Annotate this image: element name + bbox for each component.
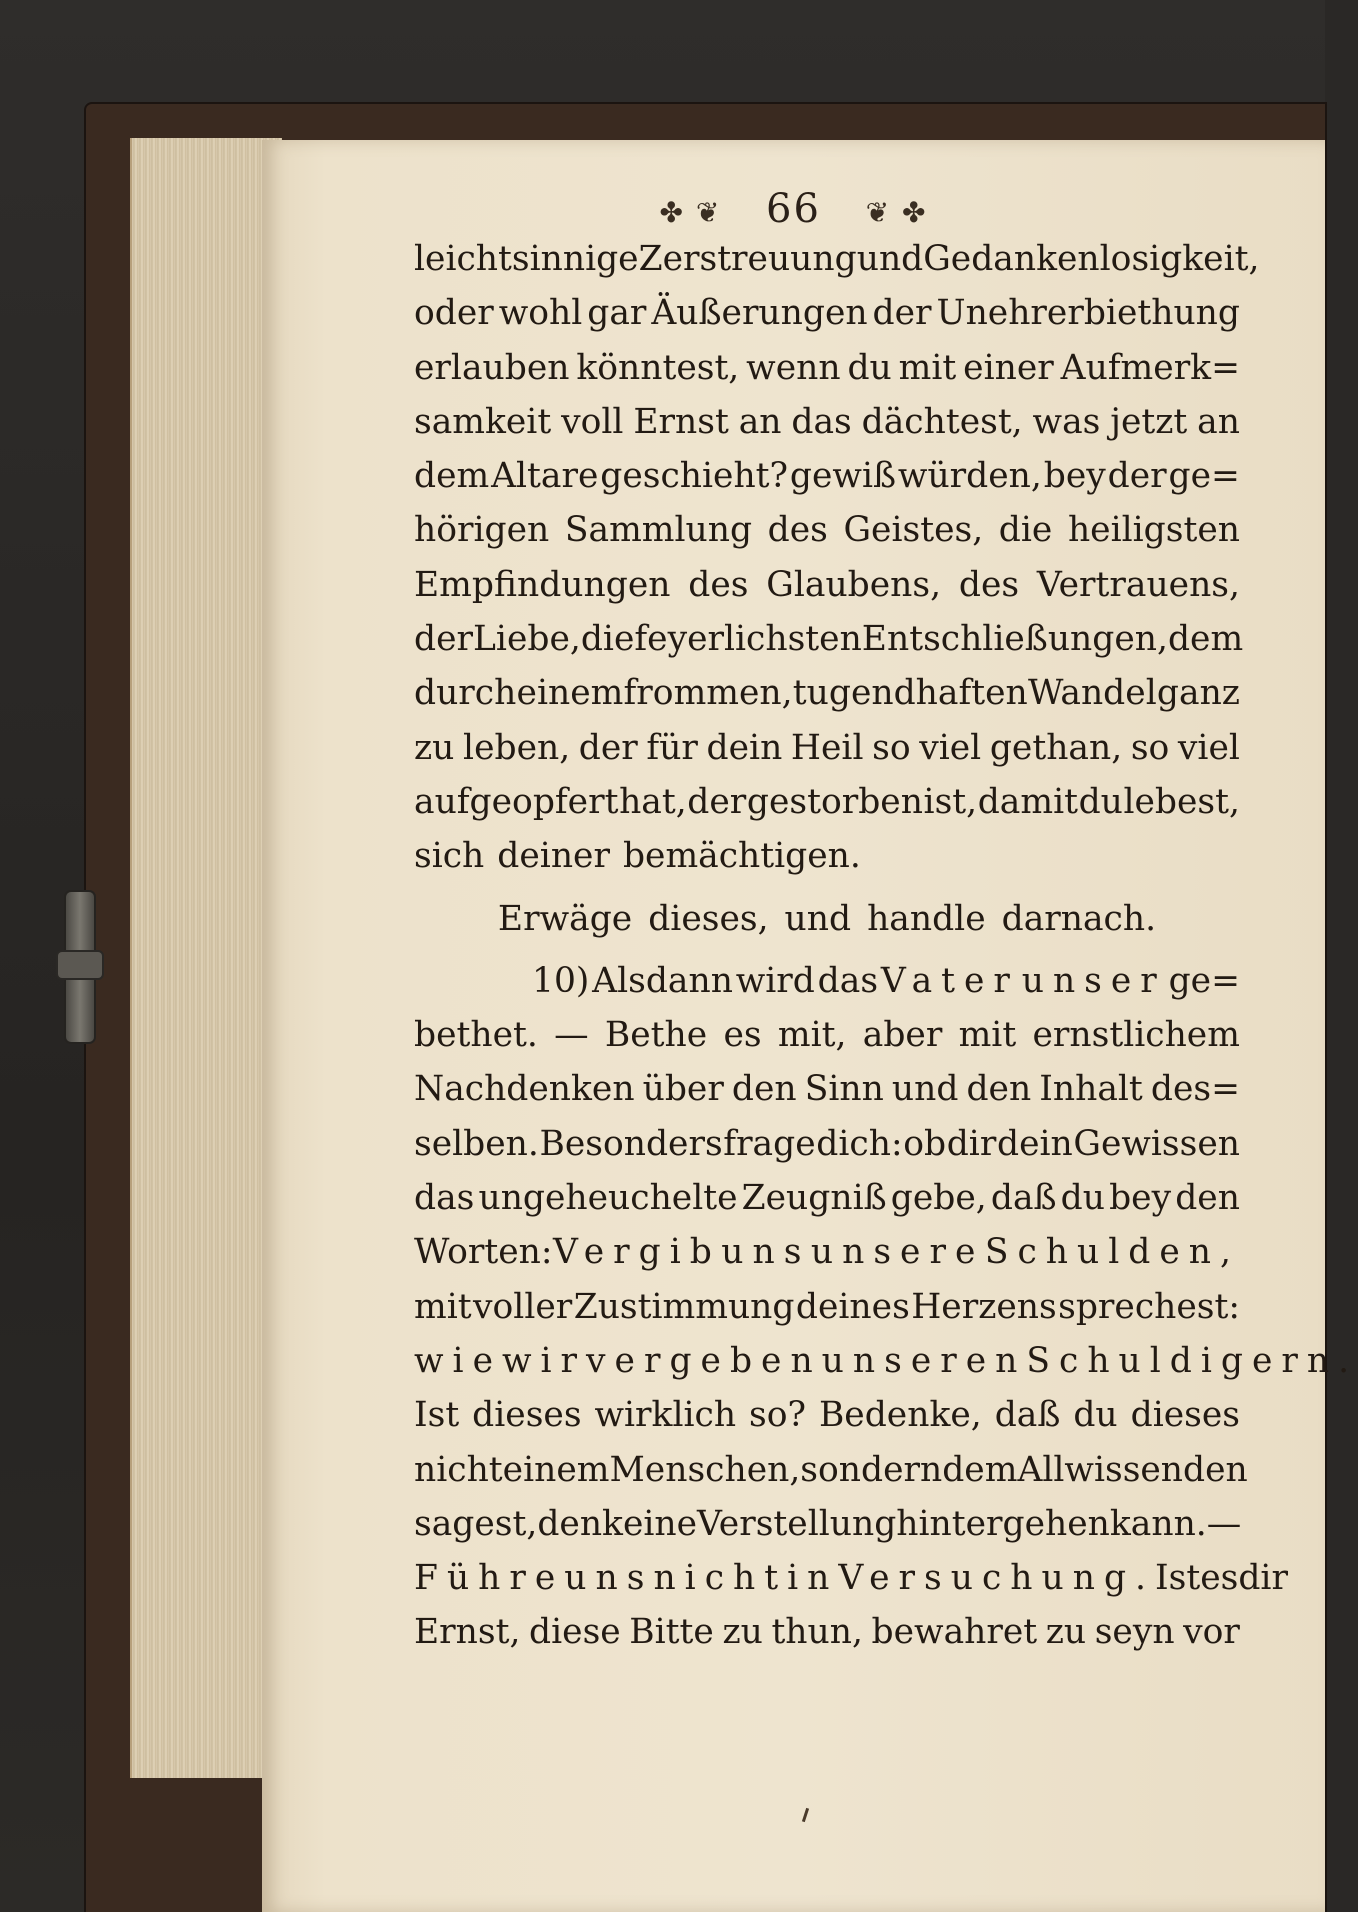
word: einer <box>963 347 1054 388</box>
word: Altare <box>491 456 599 497</box>
text-line <box>414 1334 1358 1388</box>
word: jetzt <box>1110 401 1188 442</box>
word: mit <box>958 1015 1017 1056</box>
word: gebe, <box>890 1178 987 1219</box>
word: und <box>784 898 852 939</box>
word: dieses <box>1130 1395 1240 1436</box>
word: für <box>646 727 698 768</box>
word: aufgeopfert <box>414 781 619 822</box>
word: Vater <box>880 960 1019 1001</box>
word: samkeit <box>414 401 552 442</box>
word: vergeben <box>586 1340 822 1381</box>
word: Menschen, <box>609 1449 801 1490</box>
word: bethet. <box>414 1015 538 1056</box>
word: des <box>688 564 749 605</box>
word: gar <box>587 293 647 334</box>
word: hat, <box>619 781 687 822</box>
word: geschieht? <box>600 456 789 497</box>
word: sich <box>414 836 485 877</box>
word: Sinn <box>804 1069 884 1110</box>
word: seyn <box>1094 1612 1175 1653</box>
word: mit, <box>777 1015 847 1056</box>
word: Ist <box>1155 1558 1201 1599</box>
word: die <box>998 510 1053 551</box>
word: des= <box>1150 1069 1240 1110</box>
word: zu <box>414 727 455 768</box>
text-line <box>414 1117 1240 1171</box>
word: heiligsten <box>1067 510 1240 551</box>
text-line <box>414 1171 1240 1225</box>
word: — <box>1206 1503 1242 1544</box>
word: dem <box>942 1449 1018 1490</box>
word: zu <box>1045 1612 1087 1653</box>
page-header <box>262 186 1325 232</box>
word: an <box>738 401 782 442</box>
word: Bethe <box>604 1015 708 1056</box>
text-line <box>414 1551 1288 1605</box>
word: durch <box>414 673 517 714</box>
word: gethan, <box>989 727 1123 768</box>
text-line <box>414 558 1240 612</box>
text-line <box>414 1280 1240 1334</box>
word: dem <box>1167 619 1244 660</box>
word: Äußerungen <box>651 293 868 334</box>
word: dieses <box>472 1395 582 1436</box>
word: Verstellung <box>697 1503 897 1544</box>
word: leben, <box>463 727 571 768</box>
word: Heil <box>790 727 864 768</box>
word: ernstlichem <box>1032 1015 1240 1056</box>
word: bey <box>1043 456 1106 497</box>
word: den <box>537 1503 603 1544</box>
clasp-knob-icon <box>58 952 102 978</box>
word: darnach. <box>1001 898 1157 939</box>
word: du <box>847 347 892 388</box>
word: aber <box>862 1015 943 1056</box>
word: uns <box>564 1558 654 1599</box>
word: bey <box>1109 1178 1172 1219</box>
word: über <box>642 1069 724 1110</box>
word: Herzens <box>911 1286 1057 1327</box>
word: ist, <box>923 781 978 822</box>
word: des <box>767 510 828 551</box>
page-edges <box>130 138 282 1778</box>
word: der <box>1107 456 1167 497</box>
word: den <box>1175 1178 1240 1219</box>
word: dir <box>1238 1558 1288 1599</box>
word: lebest, <box>1123 781 1240 822</box>
text-line <box>414 1388 1240 1442</box>
word: damit <box>977 781 1078 822</box>
word: frommen, <box>623 673 793 714</box>
word: daß <box>994 1395 1061 1436</box>
text-line <box>414 449 1240 503</box>
word: mit <box>898 347 957 388</box>
word: voller <box>473 1286 573 1327</box>
word: die <box>580 619 635 660</box>
word: der <box>687 781 747 822</box>
word: wohl <box>498 293 583 334</box>
word: dieses, <box>648 898 769 939</box>
word: nicht <box>653 1558 788 1599</box>
text-line <box>414 1605 1240 1659</box>
word: das <box>414 1178 475 1219</box>
text-line-centered <box>414 892 1240 946</box>
word: Allwissenden <box>1017 1449 1248 1490</box>
text-line-paragraph-start <box>414 954 1240 1008</box>
text-line <box>414 341 1240 395</box>
word: wie <box>414 1340 502 1381</box>
text-line <box>414 1497 1240 1551</box>
text-line <box>414 612 1244 666</box>
word: viel <box>919 727 982 768</box>
word: unsere <box>810 1232 985 1273</box>
word: so? <box>749 1395 806 1436</box>
word: wenn <box>746 347 841 388</box>
word: es <box>723 1015 762 1056</box>
right-ornament-icon: ❦ ✤ <box>865 196 928 229</box>
word: Inhalt <box>1039 1069 1143 1110</box>
body-text <box>414 232 1358 1660</box>
word: hörigen <box>414 510 550 551</box>
word: Bitte <box>629 1612 714 1653</box>
text-line <box>414 286 1240 340</box>
word: dein <box>996 1123 1073 1164</box>
word: handle <box>867 898 986 939</box>
word: einem <box>516 673 624 714</box>
word: diese <box>529 1612 621 1653</box>
word: das <box>817 960 879 1001</box>
word: könntest, <box>576 347 740 388</box>
word: gestorben <box>746 781 923 822</box>
word: selben. <box>414 1123 539 1164</box>
word: würden, <box>897 456 1042 497</box>
word: bemächtigen. <box>622 836 861 877</box>
word: leichtsinnige <box>414 239 639 279</box>
page-number: 66 <box>766 186 821 232</box>
word: Vergib <box>552 1232 721 1273</box>
word: ge= <box>1168 960 1240 1001</box>
word: feyerlichsten <box>634 619 862 660</box>
ink-mark <box>802 1808 809 1822</box>
word: an <box>1197 401 1240 442</box>
word: unser <box>1021 960 1166 1001</box>
word: Liebe, <box>473 619 581 660</box>
word: dir <box>946 1123 997 1164</box>
word: wirklich <box>594 1395 737 1436</box>
text-line <box>414 395 1240 449</box>
word: du <box>1078 781 1123 822</box>
word: gewiß <box>789 456 897 497</box>
word: Führe <box>414 1558 565 1599</box>
word: oder <box>414 293 494 334</box>
text-line <box>414 1008 1240 1062</box>
word: sprechest: <box>1058 1286 1240 1327</box>
word: Empfindungen <box>414 564 671 605</box>
word: so <box>872 727 911 768</box>
word: einem <box>502 1449 610 1490</box>
word: Ernst, <box>414 1612 521 1653</box>
word: Nachdenken <box>414 1069 635 1110</box>
word: unseren <box>821 1340 1027 1381</box>
word: vor <box>1183 1612 1240 1653</box>
word: Wandel <box>1027 673 1157 714</box>
text-line <box>414 829 1240 883</box>
word: erlauben <box>414 347 570 388</box>
word: ge= <box>1168 456 1240 497</box>
word: sagest, <box>414 1503 538 1544</box>
word: deines <box>795 1286 910 1327</box>
word: wird <box>735 960 815 1001</box>
text-line <box>414 721 1240 775</box>
word: uns <box>721 1232 811 1273</box>
word: keine <box>602 1503 698 1544</box>
word: Ist <box>414 1395 460 1436</box>
word: 10) <box>532 960 590 1001</box>
word: Zustimmung <box>573 1286 795 1327</box>
word: ob <box>903 1123 947 1164</box>
word: viel <box>1177 727 1240 768</box>
word: Geistes, <box>843 510 984 551</box>
word: du <box>1060 1178 1105 1219</box>
word: der <box>414 619 473 660</box>
word: und <box>891 1069 959 1110</box>
word: bewahret <box>871 1612 1038 1653</box>
word: Schuldigern. <box>1026 1340 1358 1381</box>
text-line <box>414 1225 1240 1279</box>
word: voll <box>561 401 624 442</box>
word: Schulden, <box>984 1232 1240 1273</box>
word: der <box>578 727 638 768</box>
word: — <box>554 1015 589 1056</box>
text-line <box>414 666 1240 720</box>
word: Zerstreuung <box>638 239 857 279</box>
word: thun, <box>771 1612 863 1653</box>
word: Vertrauens, <box>1036 564 1240 605</box>
word: sondern <box>800 1449 943 1490</box>
word: ungeheuchelte <box>478 1178 738 1219</box>
word: Zeugniß <box>741 1178 887 1219</box>
word: Unehrerbiethung <box>936 293 1240 334</box>
word: hintergehen <box>896 1503 1110 1544</box>
word: mit <box>414 1286 472 1327</box>
word: den <box>731 1069 797 1110</box>
word: so <box>1130 727 1170 768</box>
word: daß <box>990 1178 1057 1219</box>
text-line <box>414 232 1260 286</box>
word: Alsdann <box>592 960 733 1001</box>
word: in <box>787 1558 839 1599</box>
text-line <box>414 1062 1240 1116</box>
word: es <box>1200 1558 1239 1599</box>
word: ganz <box>1156 673 1240 714</box>
word: den <box>966 1069 1032 1110</box>
word: dich: <box>816 1123 903 1164</box>
word: nicht <box>414 1449 503 1490</box>
word: des <box>958 564 1020 605</box>
text-line <box>414 503 1240 557</box>
text-line <box>414 1443 1248 1497</box>
word: dem <box>414 456 490 497</box>
word: was <box>1032 401 1101 442</box>
word: tugendhaften <box>792 673 1028 714</box>
word: frage <box>723 1123 816 1164</box>
word: Besonders <box>539 1123 723 1164</box>
word: Worten: <box>414 1232 553 1273</box>
word: wir <box>501 1340 587 1381</box>
word: Ernst <box>633 401 729 442</box>
word: Gewissen <box>1073 1123 1240 1164</box>
word: und <box>856 239 924 279</box>
word: das <box>791 401 852 442</box>
word: Gedankenlosigkeit, <box>923 239 1260 279</box>
word: der <box>872 293 932 334</box>
word: Versuchung. <box>838 1558 1156 1599</box>
word: du <box>1073 1395 1118 1436</box>
page-sheet <box>262 140 1358 1912</box>
left-ornament-icon: ✤ ❦ <box>659 196 722 229</box>
word: deiner <box>497 836 610 877</box>
word: Erwäge <box>497 898 633 939</box>
word: kann. <box>1109 1503 1207 1544</box>
word: Bedenke, <box>818 1395 982 1436</box>
text-line <box>414 775 1240 829</box>
word: Sammlung <box>564 510 753 551</box>
word: Entschließungen, <box>861 619 1168 660</box>
word: dächtest, <box>861 401 1023 442</box>
word: zu <box>722 1612 763 1653</box>
word: Aufmerk= <box>1060 347 1240 388</box>
word: dein <box>706 727 783 768</box>
word: Glaubens, <box>766 564 942 605</box>
